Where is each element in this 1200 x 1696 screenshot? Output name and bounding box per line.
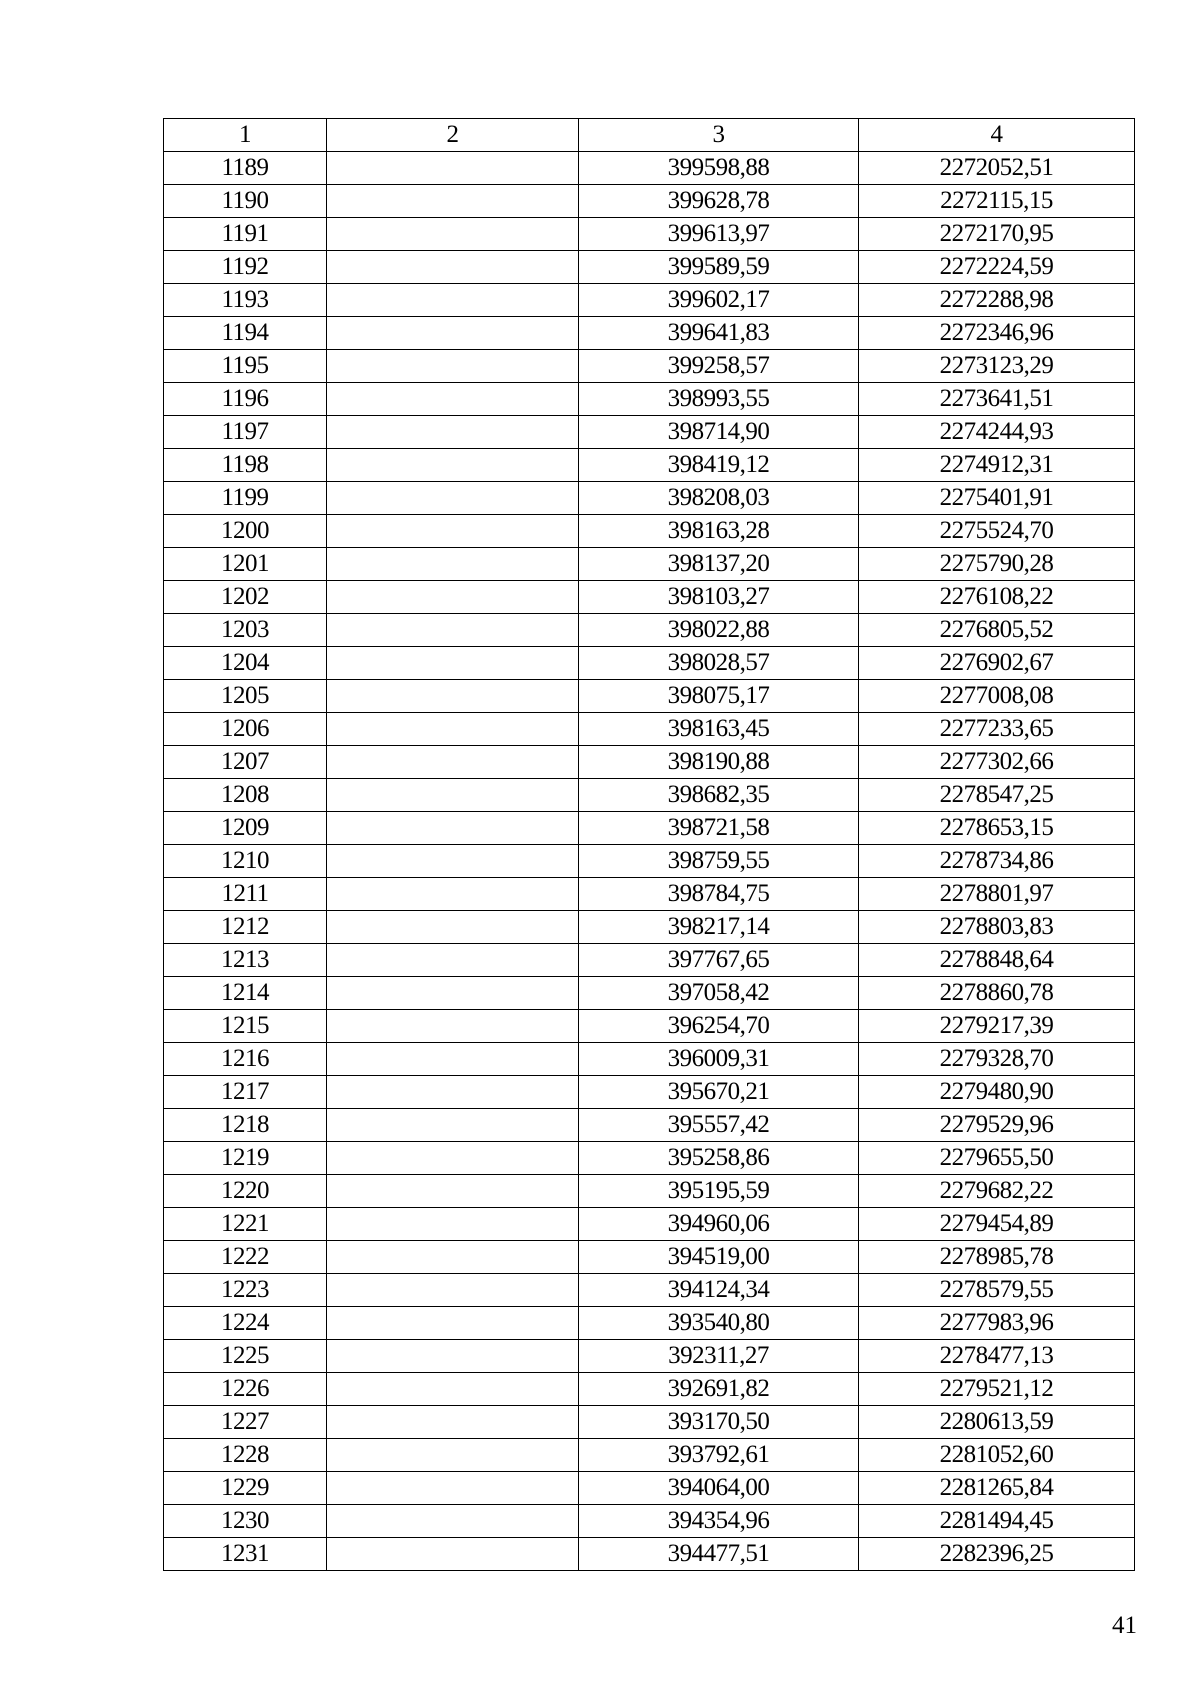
- table-cell-col4: 2280613,59: [859, 1406, 1135, 1439]
- table-cell-col2: [327, 317, 579, 350]
- table-row: [164, 680, 1135, 713]
- table-cell-col2: [327, 1307, 579, 1340]
- table-cell-col2: [327, 1208, 579, 1241]
- table-row: [164, 416, 1135, 449]
- table-cell-col4: 2279529,96: [859, 1109, 1135, 1142]
- table-row: [164, 251, 1135, 284]
- table-row: [164, 746, 1135, 779]
- table-row: [164, 1043, 1135, 1076]
- table-cell-col1: 1208: [164, 779, 327, 812]
- table-cell-col3: 398714,90: [579, 416, 859, 449]
- table-cell-col2: [327, 779, 579, 812]
- table-cell-col2: [327, 1439, 579, 1472]
- table-cell-col4: 2281494,45: [859, 1505, 1135, 1538]
- table-row: [164, 977, 1135, 1010]
- table-cell-col2: [327, 614, 579, 647]
- table-cell-col1: 1192: [164, 251, 327, 284]
- table-cell-col4: 2277233,65: [859, 713, 1135, 746]
- table-row: [164, 317, 1135, 350]
- table-cell-col4: 2278803,83: [859, 911, 1135, 944]
- table-cell-col3: 394477,51: [579, 1538, 859, 1571]
- table-cell-col4: 2272115,15: [859, 185, 1135, 218]
- table-cell-col1: 1193: [164, 284, 327, 317]
- table-cell-col1: 1210: [164, 845, 327, 878]
- table-cell-col1: 1206: [164, 713, 327, 746]
- table-cell-col2: [327, 878, 579, 911]
- table-cell-col2: [327, 218, 579, 251]
- table-cell-col3: 393170,50: [579, 1406, 859, 1439]
- table-row: [164, 1274, 1135, 1307]
- table-cell-col1: 1222: [164, 1241, 327, 1274]
- table-cell-col2: [327, 1274, 579, 1307]
- table-cell-col4: 2278985,78: [859, 1241, 1135, 1274]
- table-cell-col3: 392311,27: [579, 1340, 859, 1373]
- table-cell-col2: [327, 251, 579, 284]
- table-cell-col1: 1189: [164, 152, 327, 185]
- table-row: [164, 152, 1135, 185]
- table-cell-col2: [327, 845, 579, 878]
- table-cell-col4: 2278801,97: [859, 878, 1135, 911]
- header-row: [164, 119, 1135, 152]
- table-cell-col1: 1191: [164, 218, 327, 251]
- table-cell-col2: [327, 284, 579, 317]
- table-cell-col4: 2278547,25: [859, 779, 1135, 812]
- table-row: [164, 1406, 1135, 1439]
- table-cell-col1: 1190: [164, 185, 327, 218]
- table-cell-col4: 2278848,64: [859, 944, 1135, 977]
- page-number: 41: [1112, 1612, 1137, 1639]
- table-cell-col4: 2278579,55: [859, 1274, 1135, 1307]
- table-cell-col1: 1200: [164, 515, 327, 548]
- table-cell-col3: 395557,42: [579, 1109, 859, 1142]
- table-cell-col4: 2272052,51: [859, 152, 1135, 185]
- table-cell-col3: 396009,31: [579, 1043, 859, 1076]
- table-row: [164, 713, 1135, 746]
- table-cell-col4: 2272288,98: [859, 284, 1135, 317]
- column-header-1: 1: [164, 119, 327, 152]
- table-cell-col3: 394064,00: [579, 1472, 859, 1505]
- table-cell-col2: [327, 944, 579, 977]
- table-cell-col2: [327, 1406, 579, 1439]
- table-cell-col3: 395670,21: [579, 1076, 859, 1109]
- table-cell-col4: 2272170,95: [859, 218, 1135, 251]
- table-cell-col2: [327, 1505, 579, 1538]
- table-cell-col2: [327, 416, 579, 449]
- table-cell-col1: 1207: [164, 746, 327, 779]
- table-cell-col1: 1209: [164, 812, 327, 845]
- column-header-4: 4: [859, 119, 1135, 152]
- table-cell-col1: 1220: [164, 1175, 327, 1208]
- table-cell-col4: 2276805,52: [859, 614, 1135, 647]
- table-cell-col3: 398993,55: [579, 383, 859, 416]
- table-cell-col4: 2274912,31: [859, 449, 1135, 482]
- table-row: [164, 647, 1135, 680]
- table-cell-col4: 2276902,67: [859, 647, 1135, 680]
- table-cell-col2: [327, 1109, 579, 1142]
- table-row: [164, 911, 1135, 944]
- column-header-2: 2: [327, 119, 579, 152]
- table-cell-col3: 392691,82: [579, 1373, 859, 1406]
- table-row: [164, 350, 1135, 383]
- table-cell-col4: 2279454,89: [859, 1208, 1135, 1241]
- table-cell-col4: 2278860,78: [859, 977, 1135, 1010]
- table-body: [164, 152, 1135, 1571]
- table-row: [164, 779, 1135, 812]
- table-cell-col1: 1195: [164, 350, 327, 383]
- table-row: [164, 1340, 1135, 1373]
- table-cell-col4: 2279328,70: [859, 1043, 1135, 1076]
- table-row: [164, 581, 1135, 614]
- table-cell-col4: 2273641,51: [859, 383, 1135, 416]
- table-cell-col3: 397767,65: [579, 944, 859, 977]
- table-cell-col3: 398759,55: [579, 845, 859, 878]
- table-cell-col3: 399628,78: [579, 185, 859, 218]
- table-cell-col1: 1213: [164, 944, 327, 977]
- table-cell-col2: [327, 812, 579, 845]
- table-cell-col3: 394960,06: [579, 1208, 859, 1241]
- table-row: [164, 383, 1135, 416]
- table-row: [164, 878, 1135, 911]
- table-cell-col3: 399613,97: [579, 218, 859, 251]
- table-cell-col4: 2272224,59: [859, 251, 1135, 284]
- table-cell-col4: 2281052,60: [859, 1439, 1135, 1472]
- table-cell-col2: [327, 383, 579, 416]
- table-cell-col4: 2281265,84: [859, 1472, 1135, 1505]
- table-cell-col1: 1216: [164, 1043, 327, 1076]
- table-cell-col4: 2279655,50: [859, 1142, 1135, 1175]
- table-cell-col3: 398682,35: [579, 779, 859, 812]
- table-cell-col3: 398163,28: [579, 515, 859, 548]
- table-cell-col3: 399258,57: [579, 350, 859, 383]
- table-row: [164, 482, 1135, 515]
- table-cell-col4: 2275790,28: [859, 548, 1135, 581]
- table-cell-col1: 1225: [164, 1340, 327, 1373]
- table-cell-col4: 2277008,08: [859, 680, 1135, 713]
- table-row: [164, 1208, 1135, 1241]
- table-row: [164, 1439, 1135, 1472]
- table-row: [164, 1373, 1135, 1406]
- table-cell-col2: [327, 713, 579, 746]
- table-cell-col3: 399598,88: [579, 152, 859, 185]
- table-row: [164, 1010, 1135, 1043]
- table-cell-col2: [327, 1538, 579, 1571]
- table-cell-col2: [327, 1373, 579, 1406]
- table-cell-col3: 398028,57: [579, 647, 859, 680]
- table-cell-col2: [327, 1076, 579, 1109]
- table-row: [164, 944, 1135, 977]
- table-cell-col2: [327, 647, 579, 680]
- table-cell-col2: [327, 482, 579, 515]
- table-row: [164, 1142, 1135, 1175]
- table-cell-col1: 1211: [164, 878, 327, 911]
- table-cell-col2: [327, 515, 579, 548]
- table-cell-col3: 398103,27: [579, 581, 859, 614]
- table-cell-col1: 1205: [164, 680, 327, 713]
- table-cell-col1: 1226: [164, 1373, 327, 1406]
- table-cell-col4: 2282396,25: [859, 1538, 1135, 1571]
- table-row: [164, 284, 1135, 317]
- table-cell-col3: 394354,96: [579, 1505, 859, 1538]
- table-cell-col2: [327, 185, 579, 218]
- table-cell-col1: 1214: [164, 977, 327, 1010]
- table-cell-col1: 1230: [164, 1505, 327, 1538]
- table-row: [164, 614, 1135, 647]
- table-cell-col1: 1197: [164, 416, 327, 449]
- table-cell-col1: 1217: [164, 1076, 327, 1109]
- table-cell-col2: [327, 1010, 579, 1043]
- table-row: [164, 1076, 1135, 1109]
- table-cell-col3: 399589,59: [579, 251, 859, 284]
- table-row: [164, 1538, 1135, 1571]
- table-row: [164, 218, 1135, 251]
- table-cell-col2: [327, 548, 579, 581]
- table-cell-col4: 2276108,22: [859, 581, 1135, 614]
- table-cell-col1: 1231: [164, 1538, 327, 1571]
- column-header-3: 3: [579, 119, 859, 152]
- table-cell-col4: 2278734,86: [859, 845, 1135, 878]
- table-cell-col3: 394519,00: [579, 1241, 859, 1274]
- table-cell-col3: 395195,59: [579, 1175, 859, 1208]
- table-cell-col3: 395258,86: [579, 1142, 859, 1175]
- table-cell-col1: 1218: [164, 1109, 327, 1142]
- table-cell-col2: [327, 581, 579, 614]
- table-cell-col2: [327, 1241, 579, 1274]
- table-row: [164, 1505, 1135, 1538]
- table-cell-col1: 1223: [164, 1274, 327, 1307]
- table-cell-col2: [327, 350, 579, 383]
- table-cell-col1: 1212: [164, 911, 327, 944]
- table-cell-col1: 1228: [164, 1439, 327, 1472]
- table-row: [164, 812, 1135, 845]
- table-cell-col3: 398217,14: [579, 911, 859, 944]
- table-cell-col4: 2279217,39: [859, 1010, 1135, 1043]
- table-cell-col2: [327, 1472, 579, 1505]
- table-cell-col3: 398208,03: [579, 482, 859, 515]
- table-cell-col2: [327, 1340, 579, 1373]
- table-cell-col4: 2278477,13: [859, 1340, 1135, 1373]
- table-row: [164, 1109, 1135, 1142]
- table-row: [164, 1307, 1135, 1340]
- table-cell-col1: 1215: [164, 1010, 327, 1043]
- coordinates-table: [163, 118, 1135, 1571]
- table-cell-col1: 1198: [164, 449, 327, 482]
- table-cell-col4: 2274244,93: [859, 416, 1135, 449]
- table-cell-col1: 1201: [164, 548, 327, 581]
- table-cell-col3: 398022,88: [579, 614, 859, 647]
- table-cell-col4: 2273123,29: [859, 350, 1135, 383]
- table-cell-col3: 398784,75: [579, 878, 859, 911]
- table-cell-col1: 1224: [164, 1307, 327, 1340]
- table-cell-col1: 1194: [164, 317, 327, 350]
- table-cell-col2: [327, 1175, 579, 1208]
- table-cell-col3: 396254,70: [579, 1010, 859, 1043]
- table-cell-col1: 1199: [164, 482, 327, 515]
- table-cell-col1: 1196: [164, 383, 327, 416]
- table-cell-col1: 1221: [164, 1208, 327, 1241]
- table-cell-col2: [327, 449, 579, 482]
- table-row: [164, 1241, 1135, 1274]
- table-row: [164, 515, 1135, 548]
- table-cell-col4: 2278653,15: [859, 812, 1135, 845]
- table-cell-col3: 398419,12: [579, 449, 859, 482]
- table-row: [164, 1472, 1135, 1505]
- table-cell-col2: [327, 977, 579, 1010]
- table-cell-col4: 2275524,70: [859, 515, 1135, 548]
- table-cell-col4: 2279480,90: [859, 1076, 1135, 1109]
- table-cell-col1: 1219: [164, 1142, 327, 1175]
- table-cell-col4: 2277302,66: [859, 746, 1135, 779]
- table-cell-col1: 1204: [164, 647, 327, 680]
- table-cell-col3: 393792,61: [579, 1439, 859, 1472]
- table-cell-col3: 397058,42: [579, 977, 859, 1010]
- table-cell-col3: 394124,34: [579, 1274, 859, 1307]
- table-cell-col2: [327, 1043, 579, 1076]
- table-row: [164, 185, 1135, 218]
- table-cell-col3: 398137,20: [579, 548, 859, 581]
- table-row: [164, 845, 1135, 878]
- table-cell-col1: 1202: [164, 581, 327, 614]
- table-cell-col1: 1227: [164, 1406, 327, 1439]
- table-row: [164, 1175, 1135, 1208]
- table-cell-col2: [327, 1142, 579, 1175]
- table-row: [164, 548, 1135, 581]
- table-cell-col4: 2279682,22: [859, 1175, 1135, 1208]
- table-cell-col3: 398163,45: [579, 713, 859, 746]
- table-cell-col3: 393540,80: [579, 1307, 859, 1340]
- table-cell-col3: 398190,88: [579, 746, 859, 779]
- table-cell-col2: [327, 746, 579, 779]
- table-cell-col3: 398075,17: [579, 680, 859, 713]
- table-cell-col2: [327, 152, 579, 185]
- table-cell-col3: 399602,17: [579, 284, 859, 317]
- table-cell-col4: 2277983,96: [859, 1307, 1135, 1340]
- table-cell-col2: [327, 911, 579, 944]
- table-row: [164, 449, 1135, 482]
- table-cell-col1: 1229: [164, 1472, 327, 1505]
- table-cell-col2: [327, 680, 579, 713]
- table-cell-col3: 399641,83: [579, 317, 859, 350]
- table-cell-col4: 2279521,12: [859, 1373, 1135, 1406]
- table-cell-col1: 1203: [164, 614, 327, 647]
- table-cell-col4: 2275401,91: [859, 482, 1135, 515]
- table-cell-col4: 2272346,96: [859, 317, 1135, 350]
- table-cell-col3: 398721,58: [579, 812, 859, 845]
